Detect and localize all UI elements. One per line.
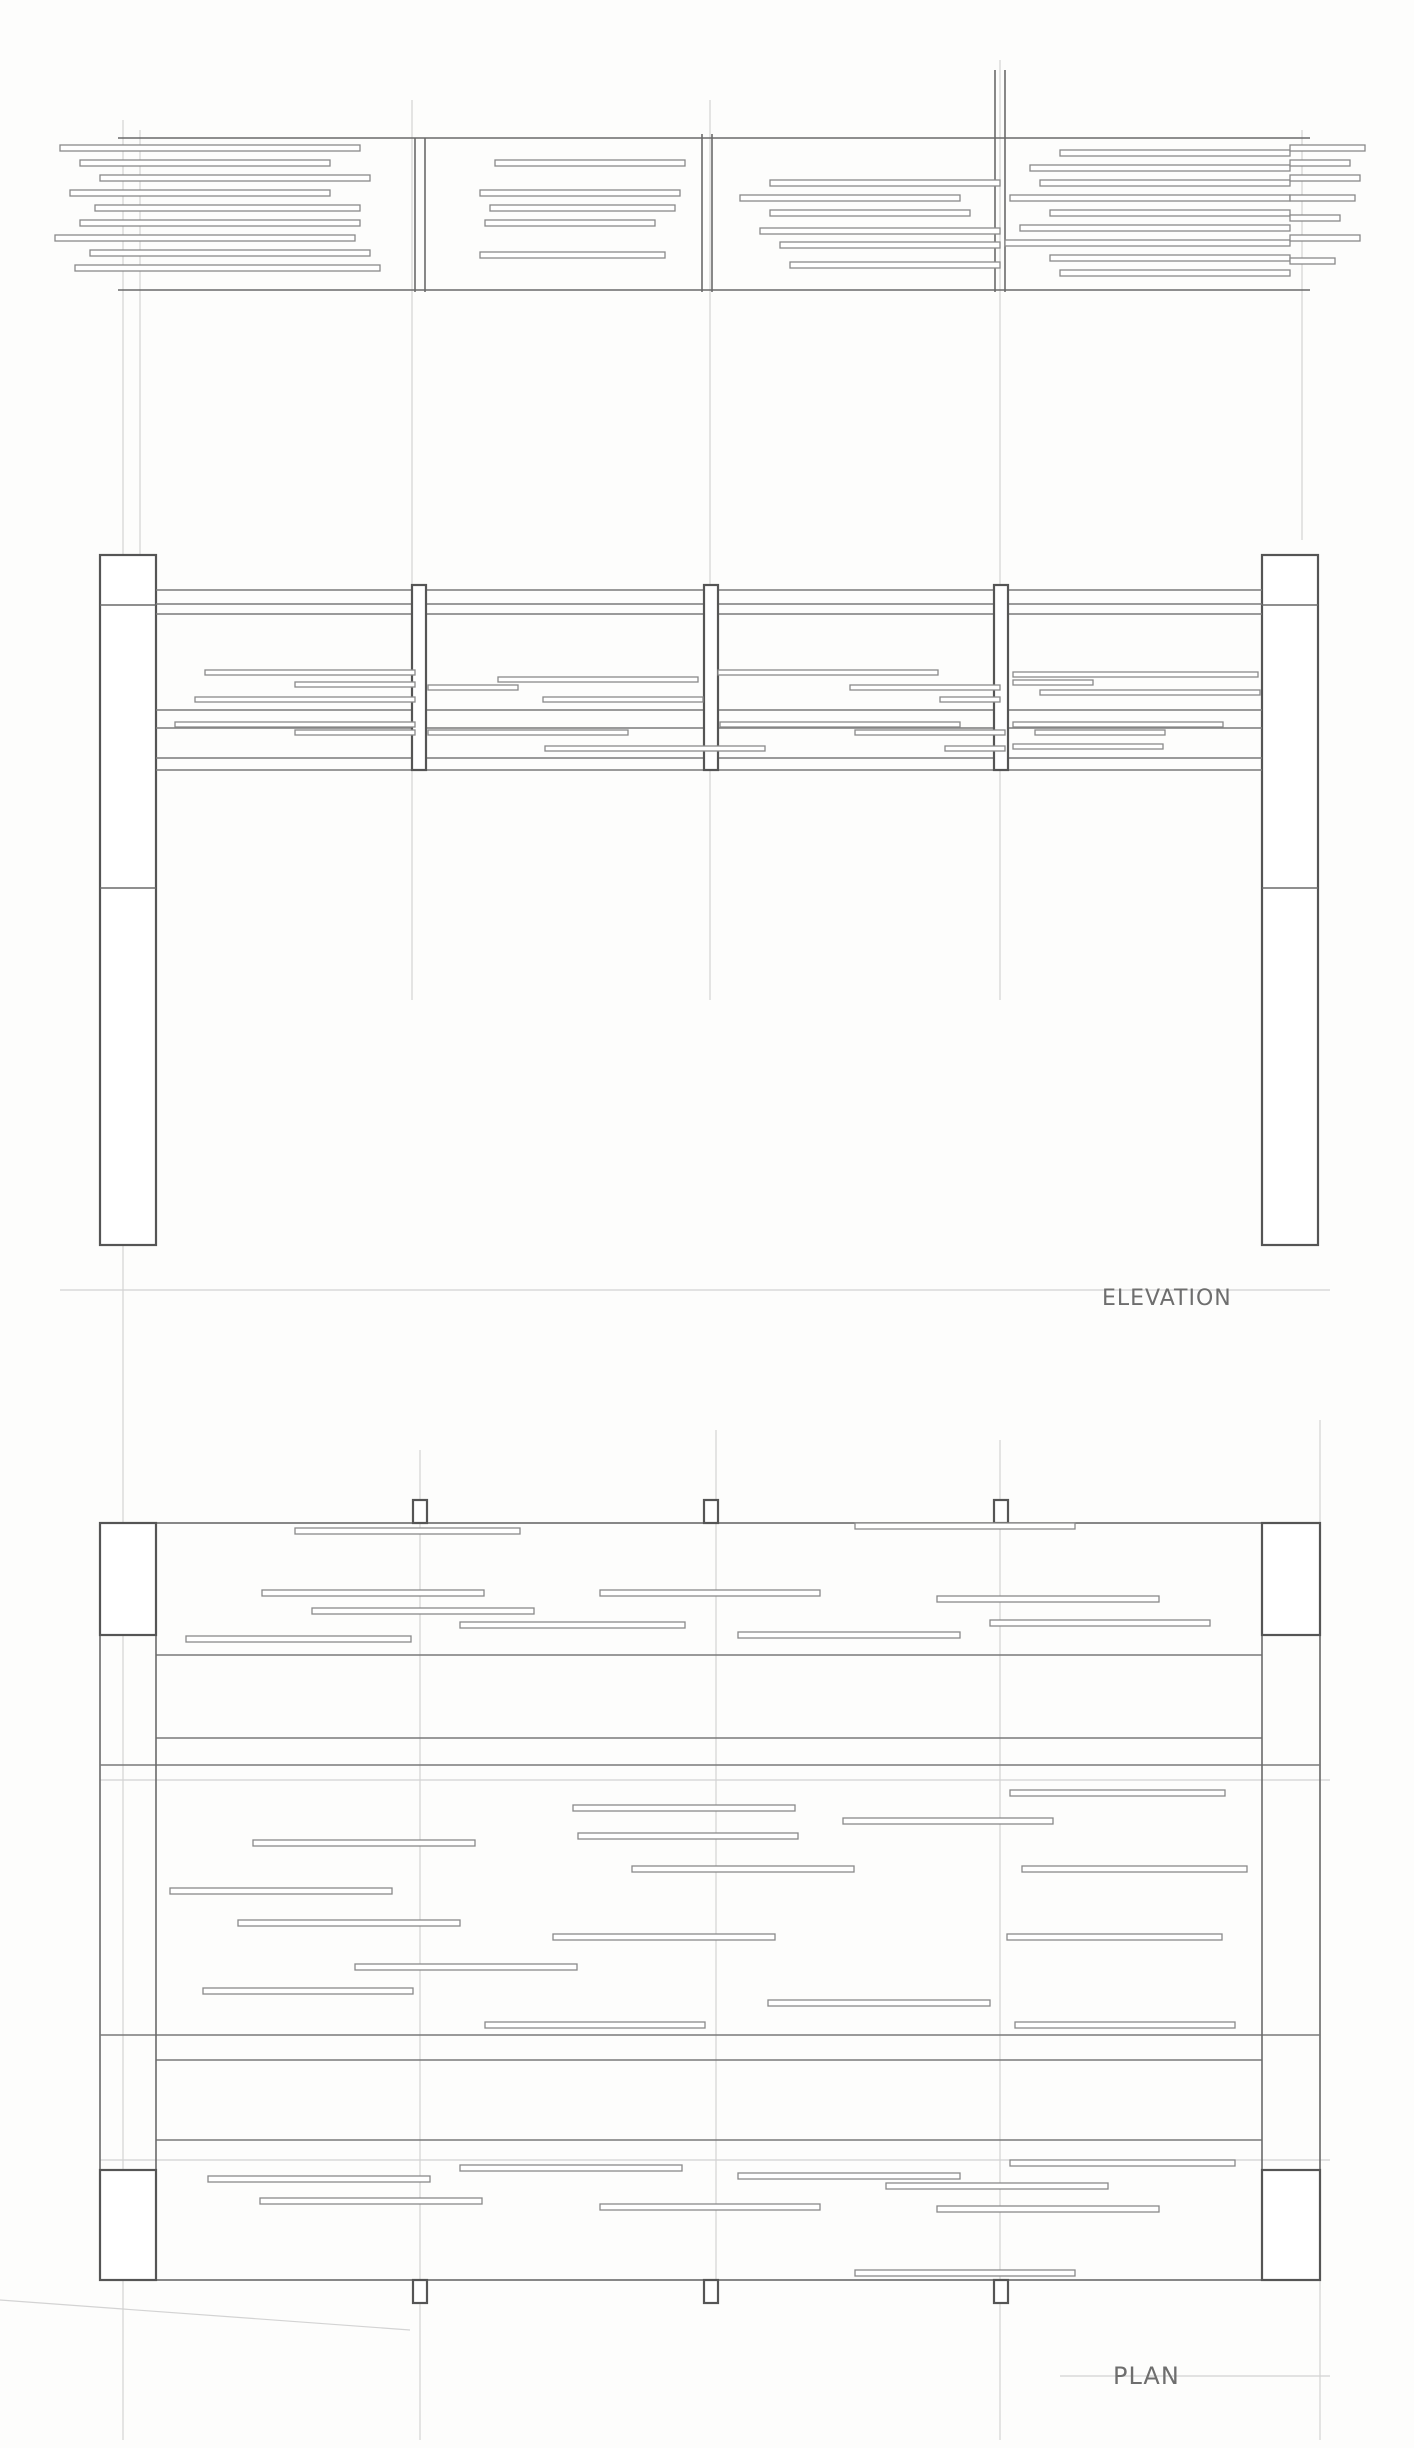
elevation-left-post xyxy=(100,555,156,1245)
construction-lines xyxy=(0,60,1330,2440)
plan-view xyxy=(100,1500,1320,2303)
plan-slats xyxy=(170,1523,1247,2276)
plan-corner-post-tl xyxy=(100,1523,156,1635)
elevation-right-post xyxy=(1262,555,1318,1245)
elevation-view xyxy=(100,555,1318,1245)
plan-view-label: PLAN xyxy=(1113,2362,1180,2390)
plan-corner-post-bl xyxy=(100,2170,156,2280)
plan-corner-post-tr xyxy=(1262,1523,1320,1635)
elevation-view-label: ELEVATION xyxy=(1102,1286,1232,1311)
plan-corner-post-br xyxy=(1262,2170,1320,2280)
